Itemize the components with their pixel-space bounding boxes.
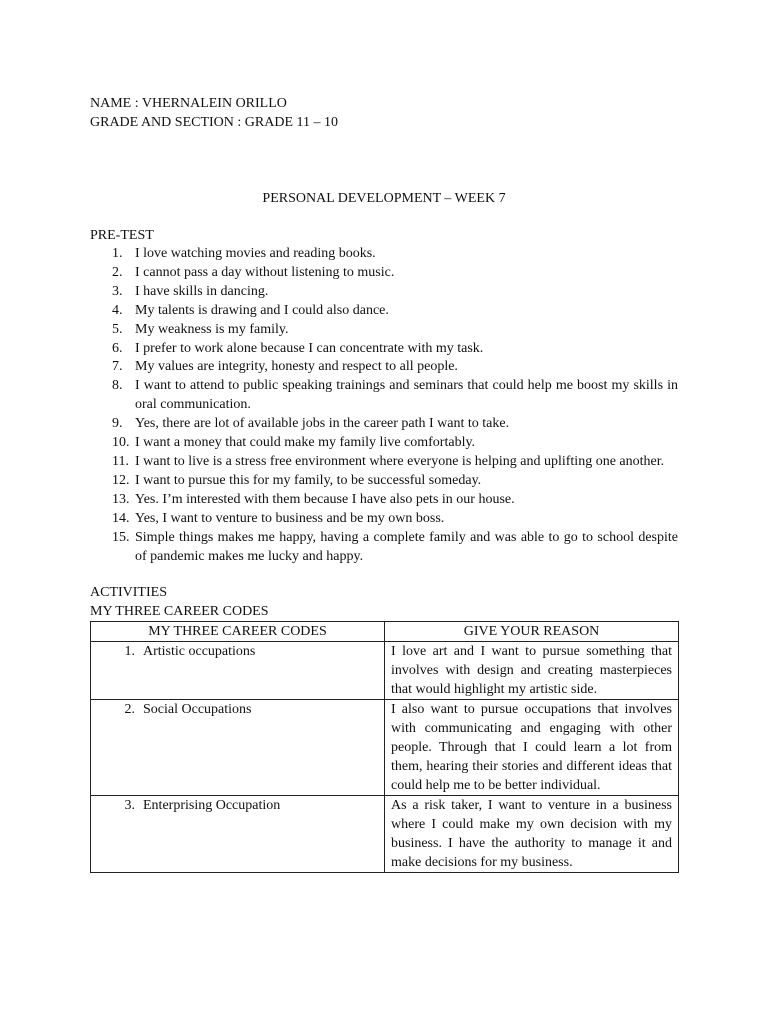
list-item-number: 9.	[112, 416, 123, 432]
table-row	[91, 642, 679, 700]
pretest-label: PRE-TEST	[90, 228, 154, 243]
list-item-number: 1.	[112, 246, 123, 261]
list-item-number: 15.	[112, 529, 130, 545]
career-code-number: 3.	[124, 798, 135, 814]
reason-cell: I also want to pursue occupations that involves with communicating and engaging with other people. Through that I could learn a lot from them, hearing their stories and different ideas that could help me to be better individual.	[385, 700, 679, 796]
list-item-text: Yes. I’m interested with them because I have also pets in our house.	[135, 491, 515, 507]
list-item-number: 13.	[112, 491, 130, 507]
grade-section-line: GRADE AND SECTION : GRADE 11 – 10	[90, 115, 338, 130]
list-item-text: My values are integrity, honesty and respect to all people.	[135, 359, 458, 375]
list-item-number: 2.	[112, 264, 123, 280]
list-item	[90, 453, 678, 472]
list-item-text: Simple things makes me happy, having a complete family and was able to go to school despite of pandemic makes me lucky and happy.	[135, 529, 678, 564]
list-item-text: I love watching movies and reading books.	[135, 246, 376, 261]
list-item-text: I want a money that could make my family live comfortably.	[135, 435, 476, 451]
list-item	[90, 510, 678, 529]
list-item-text: I prefer to work alone because I can concentrate with my task.	[135, 340, 484, 356]
list-item-text: I cannot pass a day without listening to music.	[135, 264, 395, 280]
list-item	[90, 434, 678, 453]
column-header-career-codes: MY THREE CAREER CODES	[91, 622, 385, 642]
table-header-row	[91, 622, 679, 642]
reason-cell: As a risk taker, I want to venture in a business where I could make my own decision with my business. I have the authority to manage it and make decisions for my business.	[385, 796, 679, 873]
list-item-text: My weakness is my family.	[135, 321, 289, 337]
list-item	[90, 321, 678, 340]
document-page	[90, 94, 678, 873]
list-item	[90, 358, 678, 377]
list-item-number: 3.	[112, 283, 123, 299]
career-codes-table	[90, 621, 679, 873]
list-item	[90, 283, 678, 302]
list-item	[90, 264, 678, 283]
list-item-number: 12.	[112, 472, 130, 488]
list-item-number: 8.	[112, 378, 123, 394]
career-code-text: Social Occupations	[143, 702, 252, 718]
list-item-number: 14.	[112, 510, 130, 526]
list-item-text: Yes, I want to venture to business and be my own boss.	[135, 510, 445, 526]
list-item-text: Yes, there are lot of available jobs in the career path I want to take.	[135, 416, 510, 432]
career-code-cell	[91, 642, 385, 700]
document-title: PERSONAL DEVELOPMENT – WEEK 7	[262, 191, 506, 206]
table-row	[91, 700, 679, 796]
list-item-number: 6.	[112, 340, 123, 356]
career-code-number: 1.	[124, 644, 135, 660]
career-codes-subtitle: MY THREE CAREER CODES	[90, 604, 269, 620]
list-item-number: 11.	[112, 453, 129, 469]
pretest-list	[90, 245, 678, 566]
list-item	[90, 491, 678, 510]
name-line: NAME : VHERNALEIN ORILLO	[90, 96, 287, 111]
activities-label: ACTIVITIES	[90, 585, 167, 601]
list-item	[90, 340, 678, 359]
list-item-number: 7.	[112, 359, 123, 375]
list-item	[90, 245, 678, 264]
list-item	[90, 472, 678, 491]
list-item	[90, 529, 678, 567]
column-header-reason: GIVE YOUR REASON	[385, 622, 679, 642]
list-item-text: My talents is drawing and I could also dance.	[135, 302, 389, 318]
list-item	[90, 377, 678, 415]
list-item	[90, 302, 678, 321]
list-item-number: 10.	[112, 435, 130, 451]
list-item-text: I have skills in dancing.	[135, 283, 269, 299]
list-item-text: I want to live is a stress free environment where everyone is helping and uplifting one another.	[135, 453, 665, 469]
career-code-number: 2.	[124, 702, 135, 718]
career-code-text: Artistic occupations	[143, 644, 256, 660]
list-item	[90, 415, 678, 434]
list-item-number: 5.	[112, 321, 123, 337]
career-code-text: Enterprising Occupation	[143, 798, 281, 814]
table-row	[91, 796, 679, 873]
career-code-cell	[91, 700, 385, 796]
list-item-number: 4.	[112, 302, 123, 318]
list-item-text: I want to attend to public speaking trainings and seminars that could help me boost my skills in oral communication.	[135, 378, 678, 413]
reason-cell: I love art and I want to pursue something that involves with design and creating masterpieces that would highlight my artistic side.	[385, 642, 679, 700]
list-item-text: I want to pursue this for my family, to be successful someday.	[135, 472, 482, 488]
career-code-cell	[91, 796, 385, 873]
